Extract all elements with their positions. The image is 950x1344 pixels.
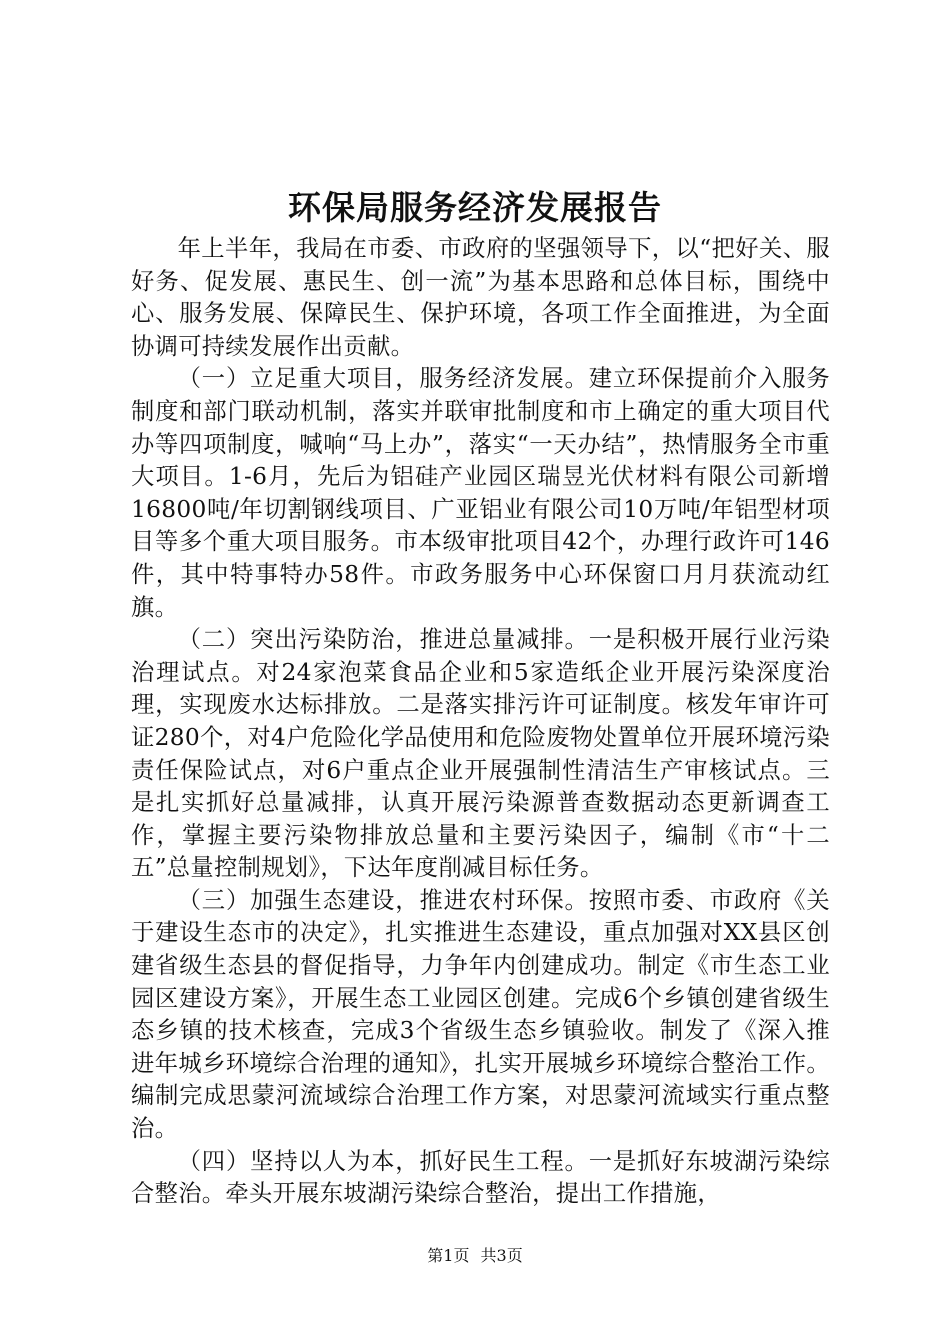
page-total: 共3页 — [480, 1246, 523, 1265]
page-number: 第1页 — [427, 1246, 470, 1265]
document-body — [131, 233, 830, 1211]
paragraph-section-4: （四）坚持以人为本，抓好民生工程。一是抓好东坡湖污染综合整治。牵头开展东坡湖污染综合整治，提出工作措施， — [131, 1147, 830, 1208]
document-title: 环保局服务经济发展报告 — [288, 188, 662, 227]
paragraph-section-3: （三）加强生态建设，推进农村环保。按照市委、市政府《关于建设生态市的决定》，扎实推进生态建设，重点加强对XX县区创建省级生态县的督促指导，力争年内创建成功。制定《市生态工业园区建设方案》，开展生态工业园区创建。完成6个乡镇创建省级生态乡镇的技术核查，完成3个省级生态乡镇验收。制发了《深入推进年城乡环境综合治理的通知》，扎实开展城乡环境综合整治工作。编制完成思蒙河流域综合治理工作方案，对思蒙河流域实行重点整治。 — [131, 886, 830, 1143]
paragraph-section-2: （二）突出污染防治，推进总量减排。一是积极开展行业污染治理试点。对24家泡菜食品企业和5家造纸企业开展污染深度治理，实现废水达标排放。二是落实排污许可证制度。核发年审许可证280个，对4户危险化学品使用和危险废物处置单位开展环境污染责任保险试点，对6户重点企业开展强制性清洁生产审核试点。三是扎实抓好总量减排，认真开展污染源普查数据动态更新调查工作，掌握主要污染物排放总量和主要污染因子，编制《市“十二五”总量控制规划》，下达年度削减目标任务。 — [131, 626, 830, 882]
paragraph-section-1: （一）立足重大项目，服务经济发展。建立环保提前介入服务制度和部门联动机制，落实并联审批制度和市上确定的重大项目代办等四项制度，喊响“马上办”，落实“一天办结”，热情服务全市重大项目。1-6月，先后为铝硅产业园区瑞昱光伏材料有限公司新增16800吨/年切割钢线项目、广亚铝业有限公司10万吨/年铝型材项目等多个重大项目服务。市本级审批项目42个，办理行政许可146件，其中特事特办58件。市政务服务中心环保窗口月月获流动红旗。 — [131, 365, 830, 621]
paragraph-intro: 年上半年，我局在市委、市政府的坚强领导下，以“把好关、服好务、促发展、惠民生、创一流”为基本思路和总体目标，围绕中心、服务发展、保障民生、保护环境，各项工作全面推进，为全面协调可持续发展作出贡献。 — [131, 235, 830, 360]
page-footer — [0, 1246, 950, 1266]
